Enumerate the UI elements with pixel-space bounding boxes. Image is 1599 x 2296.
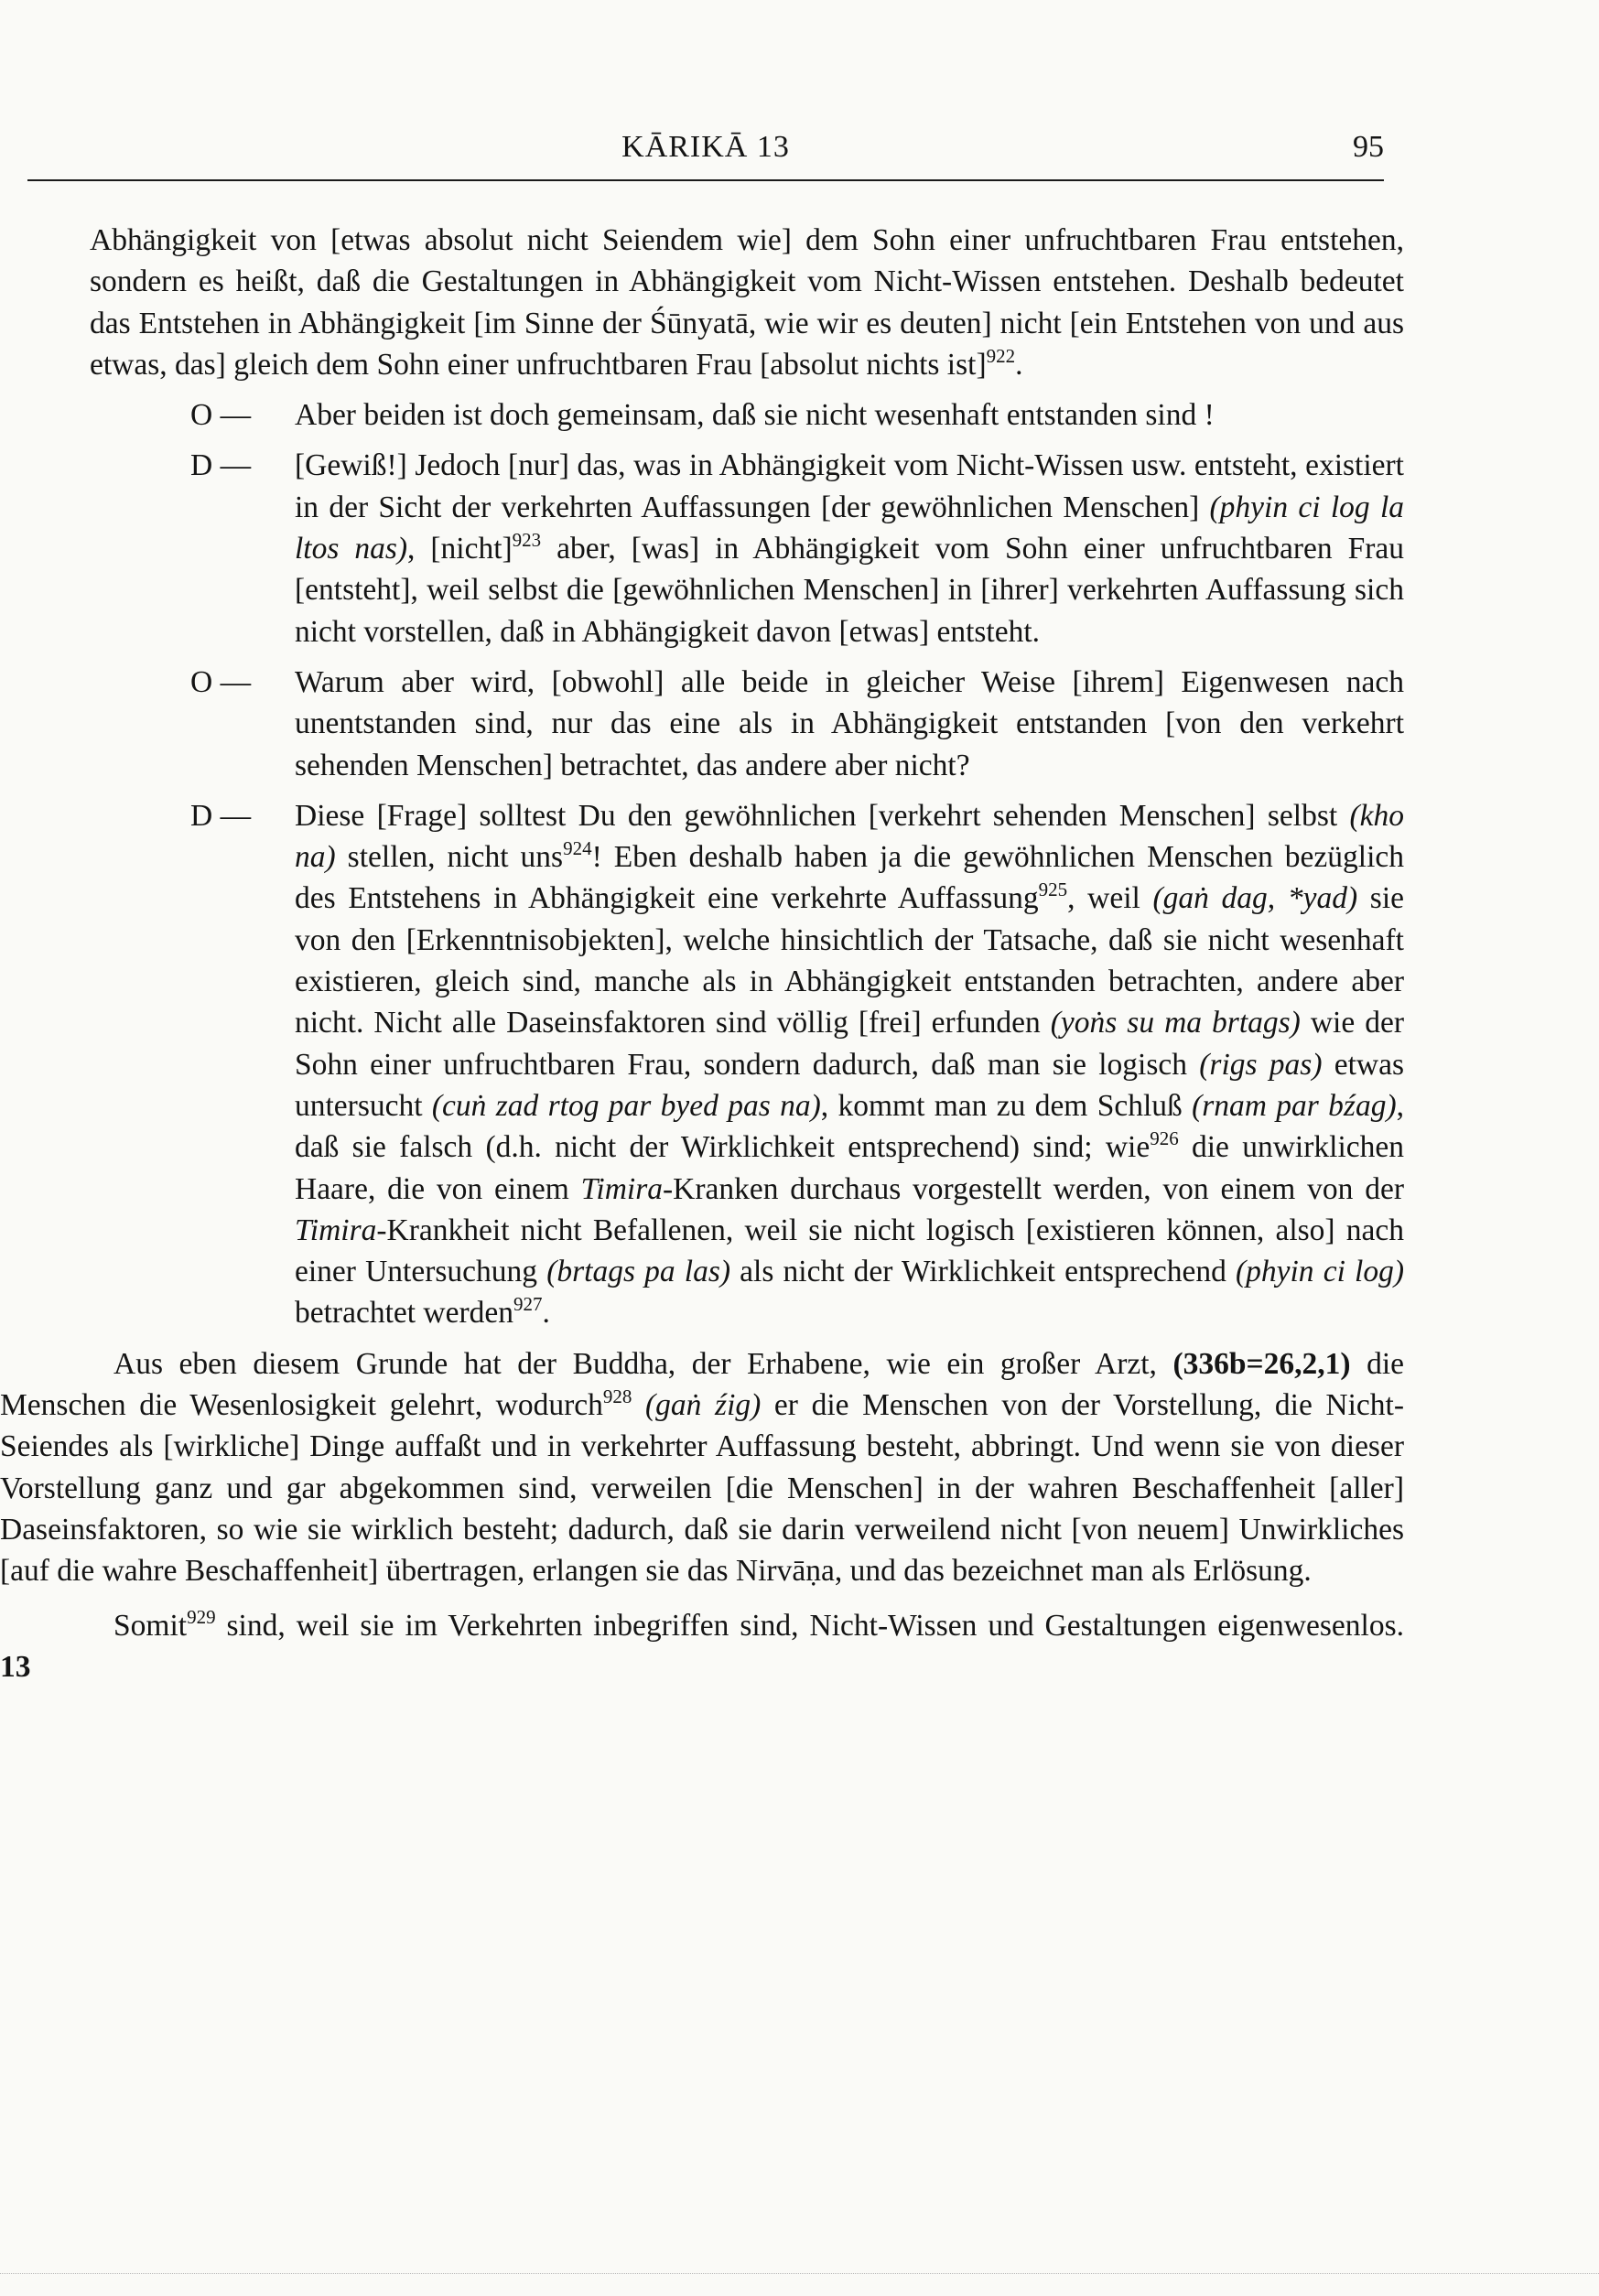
page-number: 95 xyxy=(1353,130,1384,164)
text-run: , [nicht] xyxy=(407,532,513,566)
text-run xyxy=(632,1388,645,1422)
text-run: betrachtet werden xyxy=(295,1296,514,1331)
text-run: etwas untersucht xyxy=(295,1047,1404,1123)
tibetan-term: (phyin ci log la ltos nas) xyxy=(295,490,1404,566)
text-run: Warum aber wird, [obwohl] alle beide in gleicher Weise [ihrem] Eigenwesen nach unentstanden sind, nur das eine als in Abhängigkeit entstanden [von den verkehrt sehenden Menschen] betrachtet, das andere aber nicht? xyxy=(295,664,1404,782)
dialogue-text xyxy=(295,799,1404,1331)
dialogue xyxy=(90,394,1404,1334)
tibetan-term: (rigs pas) xyxy=(1199,1047,1323,1082)
dialogue-text xyxy=(295,448,1404,648)
running-head xyxy=(27,130,1384,181)
dialogue-entry xyxy=(90,394,1404,436)
dialogue-entry xyxy=(90,445,1404,652)
speaker-label: D — xyxy=(190,448,252,483)
closing-paragraphs xyxy=(0,1343,1405,1687)
footnote-ref: 922 xyxy=(986,344,1016,367)
dialogue-entry xyxy=(90,795,1404,1334)
text-run: die Menschen die Wesenlosigkeit gelehrt, wodurch xyxy=(0,1346,1404,1423)
closing-paragraph xyxy=(0,1343,1404,1592)
footnote-ref: 923 xyxy=(512,529,542,552)
intro-paragraph xyxy=(90,220,1404,385)
text-run: Diese [Frage] solltest Du den gewöhnlichen [verkehrt sehenden Menschen] selbst xyxy=(295,798,1350,833)
text-run: aber, [was] in Abhängigkeit vom Sohn einer unfruchtbaren Frau [entsteht], weil selbst die [gewöhnlichen Menschen] in [ihrer] verkehrten Auffassung sich nicht vorstellen, daß in Abhängigkeit davon [etwas] entsteht. xyxy=(295,532,1404,649)
bold-reference: 13 xyxy=(0,1649,31,1684)
text-run: Aus eben diesem Grunde hat der Buddha, der Erhabene, wie ein großer Arzt, xyxy=(113,1346,1173,1381)
text-run: sind, weil sie im Verkehrten inbegriffen sind, Nicht-Wissen und Gestaltungen eigenwesenlos. xyxy=(215,1608,1404,1643)
text-run: [Gewiß!] Jedoch [nur] das, was in Abhängigkeit vom Nicht-Wissen usw. entsteht, existiert in der Sicht der verkehrten Auffassungen [der gewöhnlichen Menschen] xyxy=(295,448,1404,524)
body-text xyxy=(0,220,1405,1687)
dialogue-text xyxy=(295,398,1215,432)
footnote-ref: 927 xyxy=(513,1293,543,1316)
footnote-ref: 924 xyxy=(563,837,592,860)
tibetan-term: Timira xyxy=(580,1171,663,1206)
tibetan-term: (yoṅs su ma brtags) xyxy=(1050,1006,1301,1040)
text-run: , daß sie falsch (d.h. nicht der Wirklichkeit entsprechend) sind; wie xyxy=(295,1088,1405,1165)
text-run: die unwirklichen Haare, die von einem xyxy=(295,1130,1404,1206)
text-run: sie von den [Erkenntnisobjekten], welche hinsichtlich der Tatsache, daß sie nicht wesenhaft existieren, gleich sind, manche als in Abhängigkeit entstanden betrachten, andere aber nicht. Nicht alle Daseinsfaktoren sind völlig [frei] erfunden xyxy=(295,881,1405,1040)
tibetan-term: (gaṅ źig) xyxy=(645,1388,762,1423)
scan-artifact-line xyxy=(0,2273,1599,2274)
text-run: , kommt man zu dem Schluß xyxy=(820,1088,1193,1123)
text-run: , weil xyxy=(1067,881,1153,916)
tibetan-term: (rnam par bźag) xyxy=(1192,1088,1397,1123)
text-run: Abhängigkeit von [etwas absolut nicht Seiendem wie] dem Sohn einer unfruchtbaren Frau entstehen, sondern es heißt, daß die Gestaltungen in Abhängigkeit vom Nicht-Wissen entstehen. Deshalb bedeutet das Entstehen in Abhängigkeit [im Sinne der Śūnyatā, wie wir es deuten] nicht [ein Entstehen von und aus etwas, das] gleich dem Sohn einer unfruchtbaren Frau [absolut nichts ist] xyxy=(90,223,1404,382)
text-run: ! Eben deshalb haben ja die gewöhnlichen Menschen bezüglich des Entstehens in Abhängigkeit eine verkehrte Auffassung xyxy=(295,840,1404,916)
speaker-label: O — xyxy=(190,664,252,699)
text-run: -Krankheit nicht Befallenen, weil sie nicht logisch [existieren können, also] nach einer Untersuchung xyxy=(295,1213,1404,1289)
speaker-label: D — xyxy=(190,798,252,833)
footnote-ref: 925 xyxy=(1038,879,1068,901)
bold-reference: (336b=26,2,1) xyxy=(1172,1346,1351,1381)
dialogue-text xyxy=(295,665,1404,782)
dialogue-entry xyxy=(90,662,1404,786)
text-run: Aber beiden ist doch gemeinsam, daß sie nicht wesenhaft entstanden sind ! xyxy=(295,398,1215,433)
tibetan-term: (gaṅ dag, *yad) xyxy=(1152,881,1358,916)
text-run: -Kranken durchaus vorgestellt werden, von einem von der xyxy=(663,1171,1404,1206)
text-run: wie der Sohn einer unfruchtbaren Frau, sondern dadurch, daß man sie logisch xyxy=(295,1006,1405,1082)
text-run: . xyxy=(542,1296,550,1331)
footnote-ref: 929 xyxy=(187,1605,216,1628)
tibetan-term: (phyin ci log) xyxy=(1235,1255,1404,1289)
tibetan-term: (cuṅ zad rtog par byed pas na) xyxy=(431,1088,821,1123)
text-run: er die Menschen von der Vorstellung, die Nicht-Seiendes als [wirkliche] Dinge auffaßt und in verkehrter Auffassung besteht, abbringt. Und wenn sie von dieser Vorstellung ganz und gar abgekommen sind, verweilen [die Menschen] in der wahren Beschaffenheit [aller] Daseinsfaktoren, so wie sie wirklich besteht; dadurch, daß sie darin verweilend nicht [von neuem] Unwirkliches [auf die wahre Beschaffenheit] übertragen, erlangen sie das Nirvāṇa, und das bezeichnet man als Erlösung. xyxy=(0,1388,1405,1589)
footnote-ref: 928 xyxy=(602,1385,632,1408)
text-run: Somit xyxy=(113,1608,188,1643)
text-run: als nicht der Wirklichkeit entsprechend xyxy=(730,1255,1236,1289)
running-head-title: KĀRIKĀ 13 xyxy=(621,130,790,164)
tibetan-term: (kho na) xyxy=(295,798,1404,875)
closing-paragraph xyxy=(0,1605,1404,1688)
text-run: . xyxy=(1015,347,1023,382)
text-run: stellen, nicht uns xyxy=(335,840,564,875)
tibetan-term: Timira xyxy=(295,1213,377,1247)
speaker-label: O — xyxy=(190,398,252,433)
footnote-ref: 926 xyxy=(1150,1127,1179,1150)
tibetan-term: (brtags pa las) xyxy=(546,1255,731,1289)
